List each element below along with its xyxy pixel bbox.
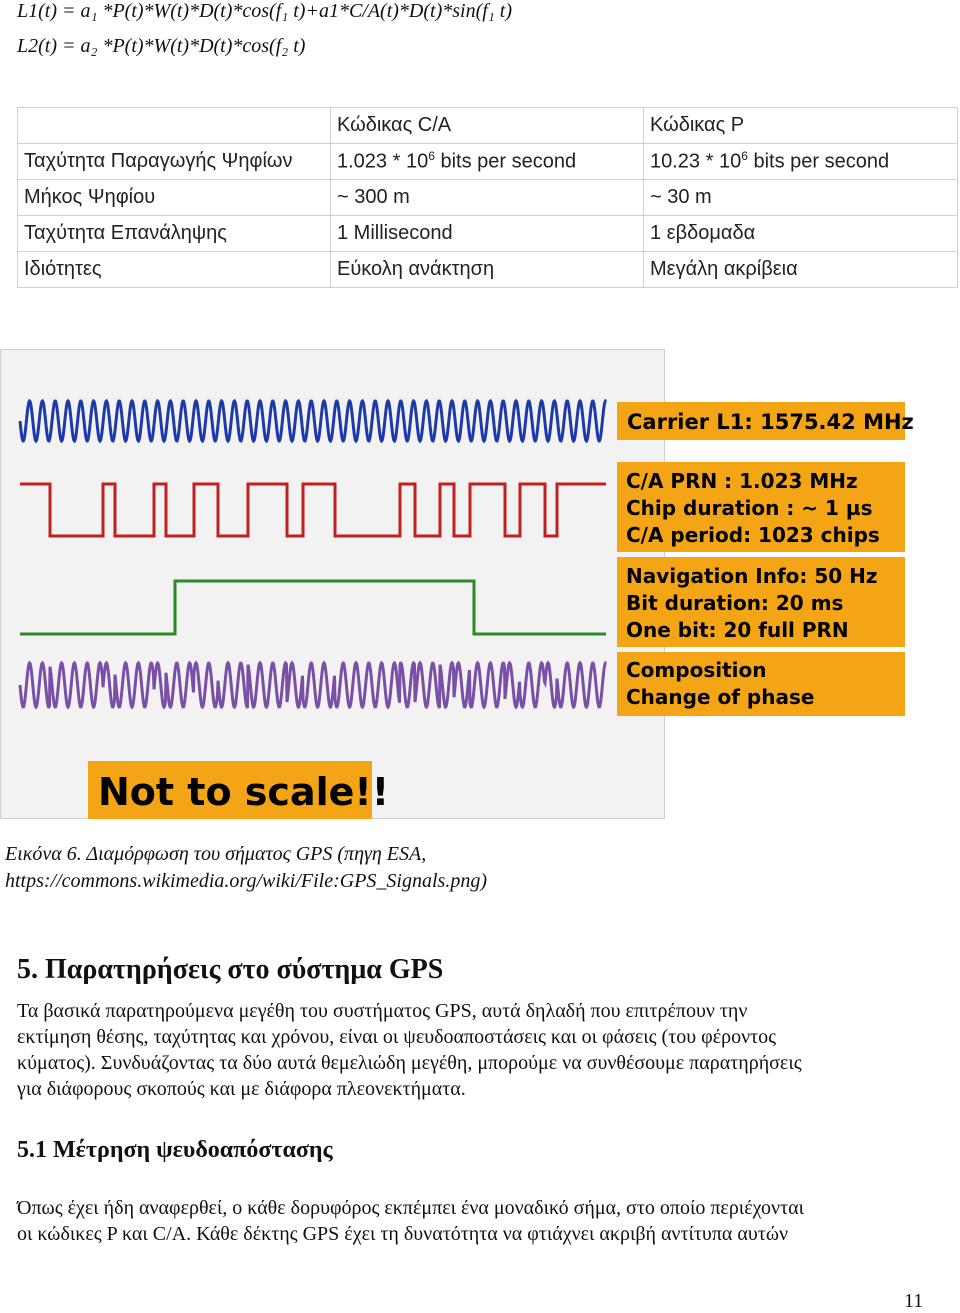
table-cell: ~ 300 m bbox=[331, 180, 644, 216]
table-cell: Εύκολη ανάκτηση bbox=[331, 252, 644, 288]
table-cell: 1 εβδομαδα bbox=[644, 216, 958, 252]
composite-wave bbox=[20, 663, 606, 707]
table-cell: ~ 30 m bbox=[644, 180, 958, 216]
table-cell: $10.23 * 10^6$ bits per second bbox=[644, 144, 958, 180]
equation-l1: L1(t) = a₁ *P(t)*W(t)*D(t)*cos(f₁ t)+a1*C/A(t)*D(t)*sin(f₁ t) bbox=[17, 0, 512, 22]
table-row bbox=[18, 180, 958, 216]
subsection-paragraph bbox=[17, 1195, 925, 1247]
prn-label-line: Chip duration : ~ 1 µs bbox=[626, 496, 873, 520]
paragraph-line: για διάφορους σκοπούς και με διάφορα πλεονεκτήματα. bbox=[17, 1078, 466, 1100]
table-header-cell: Κώδικας P bbox=[644, 108, 958, 144]
table-header-cell bbox=[18, 108, 331, 144]
table-cell: $1.023 * 10^6$ bits per second bbox=[331, 144, 644, 180]
prn-code-wave bbox=[20, 484, 606, 536]
table-row bbox=[18, 252, 958, 288]
caption-line: Εικόνα 6. Διαμόρφωση του σήματος GPS (πηγη ESA, bbox=[5, 843, 427, 865]
caption-line: https://commons.wikimedia.org/wiki/File:GPS_Signals.png) bbox=[5, 870, 487, 892]
carrier-wave bbox=[20, 401, 606, 441]
carrier-label: Carrier L1: 1575.42 MHz bbox=[627, 410, 914, 434]
composition-label-line: Composition bbox=[626, 658, 767, 682]
prn-label-line: C/A PRN : 1.023 MHz bbox=[626, 469, 858, 493]
table-row-label: Ταχύτητα Παραγωγής Ψηφίων bbox=[18, 144, 331, 180]
gps-signals-diagram bbox=[0, 349, 960, 824]
figure-caption bbox=[5, 841, 487, 895]
paragraph-line: εκτίμηση θέσης, ταχύτητας και χρόνου, είναι οι ψευδοαποστάσεις και οι φάσεις (του φέροντος bbox=[17, 1026, 777, 1048]
table-row-label: Μήκος Ψηφίου bbox=[18, 180, 331, 216]
table-cell: Μεγάλη ακρίβεια bbox=[644, 252, 958, 288]
table-row-label: Ταχύτητα Επανάληψης bbox=[18, 216, 331, 252]
paragraph-line: Όπως έχει ήδη αναφερθεί, ο κάθε δορυφόρος εκπέμπει ένα μοναδικό σήμα, στο οποίο περιέχονται bbox=[17, 1197, 804, 1219]
section-paragraph bbox=[17, 998, 925, 1102]
paragraph-line: Τα βασικά παρατηρούμενα μεγέθη του συστήματος GPS, αυτά δηλαδή που επιτρέπουν την bbox=[17, 1000, 748, 1022]
nav-label-line: One bit: 20 full PRN bbox=[626, 618, 849, 642]
prn-label-line: C/A period: 1023 chips bbox=[626, 523, 880, 547]
table-header-row bbox=[18, 108, 958, 144]
equation-l2: L2(t) = a₂ *P(t)*W(t)*D(t)*cos(f₂ t) bbox=[17, 35, 306, 57]
section-heading: 5. Παρατηρήσεις στο σύστημα GPS bbox=[17, 954, 444, 985]
table-row-label: Ιδιότητες bbox=[18, 252, 331, 288]
nav-label-line: Bit duration: 20 ms bbox=[626, 591, 844, 615]
scale-note: Not to scale!! bbox=[98, 770, 390, 814]
subsection-heading: 5.1 Μέτρηση ψευδοαπόστασης bbox=[17, 1137, 333, 1163]
paragraph-line: κύματος). Συνδυάζοντας τα δύο αυτά θεμελιώδη μεγέθη, μπορούμε να συνθέσουμε παρατηρήσεις bbox=[17, 1052, 802, 1074]
navigation-data-wave bbox=[20, 581, 606, 634]
table-row bbox=[18, 144, 958, 180]
page-number: 11 bbox=[904, 1290, 924, 1312]
table-cell: 1 Millisecond bbox=[331, 216, 644, 252]
nav-label-line: Navigation Info: 50 Hz bbox=[626, 564, 878, 588]
code-comparison-table bbox=[17, 107, 958, 288]
composition-label-line: Change of phase bbox=[626, 685, 815, 709]
paragraph-line: οι κώδικες P και C/A. Κάθε δέκτης GPS έχει τη δυνατότητα να φτιάχνει ακριβή αντίτυπα αυτών bbox=[17, 1223, 789, 1245]
table-row bbox=[18, 216, 958, 252]
table-header-cell: Κώδικας C/A bbox=[331, 108, 644, 144]
